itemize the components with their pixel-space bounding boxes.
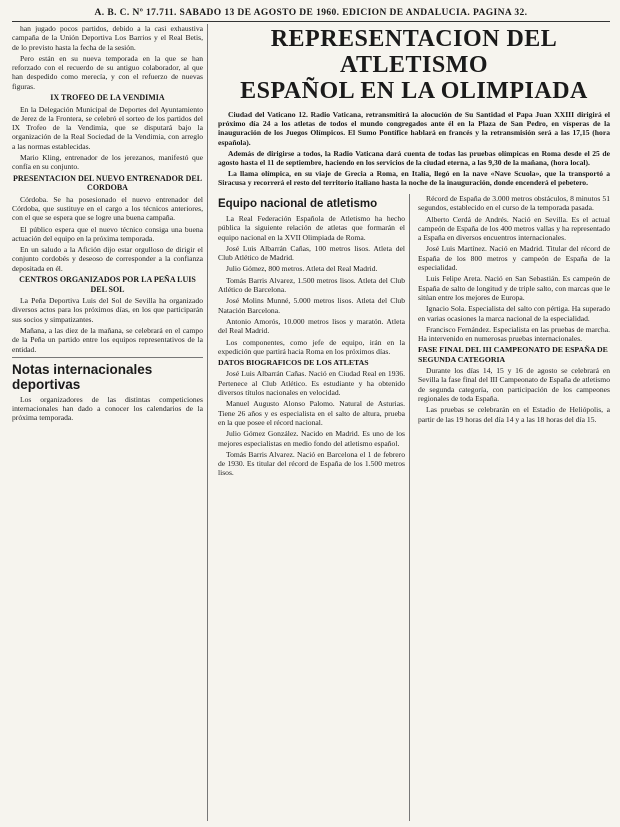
column-middle bbox=[218, 194, 410, 821]
paragraph: Las pruebas se celebrarán en el Estadio de Heliópolis, a partir de las 19 horas del día 14 y a las 18 horas del día 15. bbox=[418, 405, 610, 424]
paragraph: han jugado pocos partidos, debido a la casi exhaustiva campaña de la Unión Deportiva Los Barrios y el Real Betis, de lo previsto hasta la fecha de la sesión. bbox=[12, 24, 203, 52]
paragraph: José Luis Albarrán Cañas, 100 metros lisos. Atleta del Club Atlético de Madrid. bbox=[218, 243, 405, 263]
lede-paragraph: Ciudad del Vaticano 12. Radio Vaticana, retransmitirá la alocución de Su Santidad el Papa Juan XXIII dirigirá el próximo día 24 a los atletas de todos el mundo congregados ante él en la Plaza de San Pedro, en vísperas de la inauguración de los Juegos Olímpicos. El Sumo Pontífice hablará en francés y la retransmisión será a las 17,15 (hora española). bbox=[218, 110, 610, 147]
paragraph: Ignacio Sola. Especialista del salto con pértiga. Ha superado en varias ocasiones la marca nacional de la especialidad. bbox=[418, 304, 610, 323]
section-title: DATOS BIOGRAFICOS DE LOS ATLETAS bbox=[218, 358, 369, 368]
paragraph: Los organizadores de las distintas competiciones internacionales han dado a conocer los calendarios de la próxima temporada. bbox=[12, 394, 203, 423]
paragraph: Durante los días 14, 15 y 16 de agosto se celebrará en Sevilla la fase final del III Campeonato de España de atletismo de segunda categoría, con participación de los campeones regionales de toda España. bbox=[418, 366, 610, 403]
paragraph: José Luis Albarrán Cañas. Nació en Ciudad Real en 1936. Pertenece al Club Atlético. Es estudiante y ha obtenido diversos títulos nacionales en velocidad. bbox=[218, 369, 405, 398]
lede-paragraph: La llama olímpica, en su viaje de Grecia a Roma, en Italia, llegó en la nave «Nave Scuola», que la transportó a Siracusa y recorrerá el resto del territorio italiano hasta la noche de la inauguración, donde encenderá el pebetero. bbox=[218, 169, 610, 188]
paragraph: Mañana, a las diez de la mañana, se celebrará en el campo de la Peña un partido entre los equipos representativos de la entidad. bbox=[12, 325, 203, 354]
article-headline: Equipo nacional de atletismo bbox=[218, 198, 378, 210]
paragraph: La Peña Deportiva Luis del Sol de Sevilla ha organizado diversos actos para los próximos días, en los que participarán sus socios y simpatizantes. bbox=[12, 296, 203, 324]
paragraph: Julio Gómez, 800 metros. Atleta del Real Madrid. bbox=[226, 264, 378, 274]
paragraph: Luis Felipe Areta. Nació en San Sebastián. Es campeón de España de salto de longitud y de triple salto, con marcas que le sitúan entre los mejores de Europa. bbox=[418, 274, 610, 302]
lede bbox=[218, 110, 610, 188]
paragraph: Antonio Amorós, 10.000 metros lisos y maratón. Atleta del Real Madrid. bbox=[218, 316, 405, 336]
main-article bbox=[218, 24, 610, 821]
section-title: FASE FINAL DEL III CAMPEONATO DE ESPAÑA DE SEGUNDA CATEGORIA bbox=[418, 345, 608, 364]
paragraph: La Real Federación Española de Atletismo ha hecho pública la siguiente relación de atletas que formarán el equipo nacional en la XVII Olimpiada de Roma. bbox=[218, 214, 405, 242]
divider bbox=[12, 357, 203, 358]
newspaper-page bbox=[12, 6, 610, 821]
paragraph: José Luis Martínez. Nació en Madrid. Titular del récord de España de los 800 metros y campeón de España de la especialidad. bbox=[418, 244, 610, 273]
paragraph: En la Delegación Municipal de Deportes del Ayuntamiento de Jerez de la Frontera, se celebró el sorteo de los partidos del IX Trofeo de la Vendimia, que se disputará bajo la organización de la Real Sociedad de la Vendimia, con arreglo a las normas establecidas. bbox=[12, 104, 203, 151]
paragraph: Córdoba. Se ha posesionado el nuevo entrenador del Córdoba, que sustituye en el cargo a los técnicos anteriores, con el que se espera que se logre una buena campaña. bbox=[12, 194, 203, 223]
main-headline bbox=[218, 26, 610, 104]
paragraph: Récord de España de 3.000 metros obstáculos, 8 minutos 51 segundos, establecido en el curso de la temporada pasada. bbox=[418, 194, 610, 213]
section-title: CENTROS ORGANIZADOS POR LA PEÑA LUIS DEL SOL bbox=[19, 275, 196, 294]
paragraph: Pero están en su nueva temporada en la que se han reforzado con el recuerdo de su antiguo colaborador, al que han despedido como merecía, y con el refuerzo de nuevas figuras. bbox=[12, 53, 203, 91]
paragraph: Mario Kling, entrenador de los jerezanos, manifestó que confía en su conjunto. bbox=[12, 153, 203, 172]
masthead: A. B. C. Nº 17.711. SABADO 13 DE AGOSTO DE 1960. EDICION DE ANDALUCIA. PAGINA 32. bbox=[12, 6, 610, 22]
section-title: PRESENTACION DEL NUEVO ENTRENADOR DEL CORDOBA bbox=[12, 173, 203, 193]
article-headline: Notas internacionales deportivas bbox=[12, 361, 153, 392]
column-right bbox=[418, 194, 610, 821]
paragraph: En un saludo a la Afición dijo estar orgulloso de dirigir el conjunto cordobés y deseoso de corresponder a la confianza depositada en él. bbox=[12, 245, 203, 273]
headline-line: ESPAÑOL EN LA OLIMPIADA bbox=[240, 78, 588, 104]
paragraph: Los componentes, como jefe de equipo, irán en la expedición que partirá hacia Roma en los próximos días. bbox=[218, 337, 405, 356]
headline-line: REPRESENTACION DEL ATLETISMO bbox=[270, 26, 558, 78]
columns bbox=[12, 24, 610, 821]
paragraph: El público espera que el nuevo técnico consiga una buena actuación del equipo en la próxima temporada. bbox=[12, 224, 203, 243]
paragraph: Francisco Fernández. Especialista en las pruebas de marcha. Ha intervenido en numerosas pruebas internacionales. bbox=[418, 324, 610, 344]
lede-paragraph: Además de dirigirse a todos, la Radio Vaticana dará cuenta de todas las pruebas olímpicas en Roma desde el 25 de agosto hasta el 11 de septiembre, haciendo en los servicios de la ciudad eterna, a las 9,30 de la mañana, (hora local). bbox=[218, 148, 610, 168]
paragraph: José Molins Munné, 5.000 metros lisos. Atleta del Club Natación Barcelona. bbox=[218, 296, 405, 315]
paragraph: Tomás Barris Alvarez, 1.500 metros lisos. Atleta del Club Atlético de Barcelona. bbox=[218, 275, 405, 295]
paragraph: Manuel Augusto Alonso Palomo. Natural de Asturias. Tiene 26 años y es especialista en el salto de altura, prueba en la que posee el récord nacional. bbox=[218, 399, 405, 427]
section-title: IX TROFEO DE LA VENDIMIA bbox=[50, 93, 165, 103]
paragraph: Alberto Cerdá de Andrés. Nació en Sevilla. Es el actual campeón de España de los 400 metros vallas y ha representado a España en diversos encuentros internacionales. bbox=[418, 214, 610, 243]
column-left bbox=[12, 24, 208, 821]
paragraph: Julio Gómez González. Nacido en Madrid. Es uno de los mejores especialistas en medio fondo del atletismo español. bbox=[218, 429, 405, 448]
paragraph: Tomás Barris Alvarez. Nació en Barcelona el 1 de febrero de 1930. Es titular del récord de España de los 1.500 metros lisos. bbox=[218, 449, 405, 478]
